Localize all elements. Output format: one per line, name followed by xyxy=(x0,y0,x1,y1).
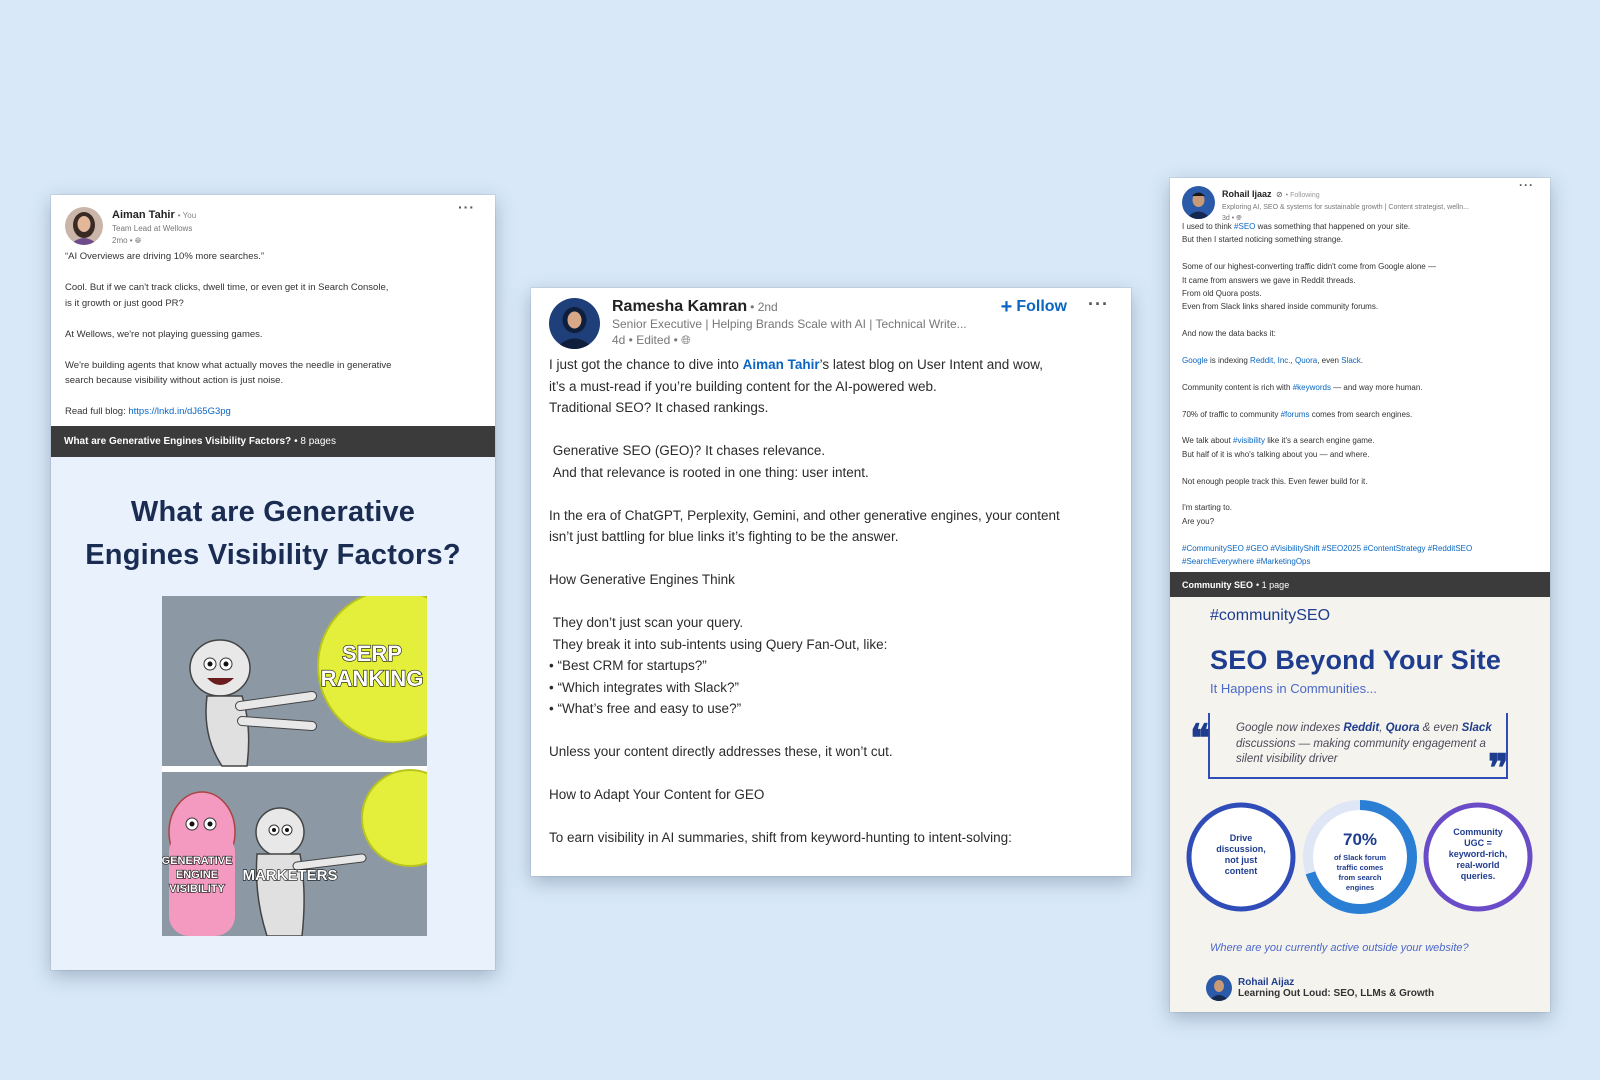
linkedin-post-card-ramesha xyxy=(531,288,1131,876)
infographic-author-tagline: Learning Out Loud: SEO, LLMs & Growth xyxy=(1238,988,1435,1000)
post-paragraph: Some of our highest-converting traffic didn't come from Google alone — It came from answers we gave in Reddit threads. From old Quora posts. Even from Slack links shared inside community forums. xyxy=(1182,262,1436,312)
post-header xyxy=(531,288,1131,354)
hashtag-link[interactable]: #visibility xyxy=(1233,436,1266,446)
meme-label: ENGINE xyxy=(175,868,219,881)
post-paragraph: How to Adapt Your Content for GEO xyxy=(549,787,765,802)
infographic-tag: #communitySEO xyxy=(1210,607,1331,625)
document-preview[interactable] xyxy=(1170,597,1550,1012)
author-headline: Team Lead at Wellows xyxy=(112,224,193,233)
stat-percent: 70% xyxy=(1342,830,1378,850)
meme-label: RANKING xyxy=(320,665,424,691)
text-run: . xyxy=(1360,356,1364,366)
post-body xyxy=(531,354,1131,849)
mention-link[interactable]: Google xyxy=(1182,356,1208,366)
stat-text: queries. xyxy=(1460,871,1496,882)
meme-image xyxy=(162,596,427,936)
text-run: Google now indexes xyxy=(1236,722,1344,735)
post-header xyxy=(1170,178,1550,222)
author-headline: Senior Executive | Helping Brands Scale with AI | Technical Write... xyxy=(612,317,967,331)
post-paragraph: To earn visibility in AI summaries, shift from keyword-hunting to intent-solving: xyxy=(549,830,1012,845)
hashtag-link[interactable]: #forums xyxy=(1280,409,1310,419)
stat-text: engines xyxy=(1345,883,1375,893)
following-status: • Following xyxy=(1285,192,1320,199)
document-heading: What are Generative Engines Visibility Factors? xyxy=(85,495,461,571)
post-body xyxy=(51,245,495,420)
mention-link[interactable]: Aiman Tahir xyxy=(742,357,820,372)
infographic-subtitle: It Happens in Communities... xyxy=(1210,681,1377,697)
text-run: Reddit xyxy=(1343,722,1380,735)
hashtag-link[interactable]: #keywords xyxy=(1292,382,1331,392)
text-run: , even xyxy=(1317,356,1342,366)
document-title: What are Generative Engines Visibility Factors? xyxy=(64,435,292,447)
blog-link[interactable]: https://lnkd.in/dJ65G3pg xyxy=(128,406,231,417)
hashtag-list[interactable]: #CommunitySEO #GEO #VisibilityShift #SEO2025 #ContentStrategy #RedditSEO #SearchEverywhere #MarketingOps xyxy=(1182,543,1473,567)
post-paragraph xyxy=(1182,220,1538,247)
text-run: , xyxy=(1290,356,1295,366)
infographic-title: SEO Beyond Your Site xyxy=(1210,645,1502,676)
post-paragraph: Generative SEO (GEO)? It chases relevance. And that relevance is rooted in one thing: user intent. xyxy=(552,443,869,480)
connection-degree: • 2nd xyxy=(750,300,778,314)
document-pages: • 8 pages xyxy=(294,435,336,447)
text-run: 70% of traffic to community xyxy=(1182,409,1281,419)
linkedin-post-card-rohail xyxy=(1170,178,1550,1012)
profile-avatar[interactable] xyxy=(1182,186,1215,219)
post-paragraph: I'm starting to. Are you? xyxy=(1182,503,1232,526)
text-run: We talk about xyxy=(1182,436,1233,446)
infographic-author-name: Rohail Aijaz xyxy=(1238,977,1295,989)
stat-text: UGC = xyxy=(1464,838,1492,849)
plus-icon: + xyxy=(1000,296,1013,318)
infographic-author xyxy=(1206,975,1434,1001)
follow-button[interactable] xyxy=(1001,296,1067,319)
text-run: was something that happened on your site. But then I started noticing something strange. xyxy=(1182,222,1411,245)
post-paragraph: Not enough people track this. Even fewer build for it. xyxy=(1182,476,1368,486)
hashtag-link[interactable]: #SEO xyxy=(1234,222,1256,231)
post-paragraph xyxy=(1182,327,1538,421)
post-body xyxy=(1170,218,1550,568)
meme-label: GENERATIVE xyxy=(162,854,233,867)
you-badge: • You xyxy=(177,211,197,220)
meme-label: SERP xyxy=(342,640,402,666)
mention-link[interactable]: Reddit, Inc. xyxy=(1250,356,1291,366)
quote-text xyxy=(1236,721,1511,768)
stat-circles xyxy=(1184,797,1536,917)
intro-text: I just got the chance to dive into xyxy=(549,357,743,372)
document-title-bar[interactable] xyxy=(51,426,495,457)
stat-text: Drive xyxy=(1229,833,1253,844)
more-options-button[interactable]: ··· xyxy=(458,199,475,215)
globe-icon: 🌐︎ xyxy=(134,236,142,245)
stat-text: not just xyxy=(1224,855,1258,866)
text-run: is indexing xyxy=(1207,356,1251,366)
post-paragraph: Cool. But if we can't track clicks, dwell time, or even get it in Search Console, is it growth or just good PR? xyxy=(65,282,389,309)
author-name[interactable]: Ramesha Kamran xyxy=(612,298,748,315)
text-run: I used to think xyxy=(1182,222,1235,231)
stat-text: traffic comes xyxy=(1336,863,1384,873)
stat-text: of Slack forum xyxy=(1333,853,1387,863)
stat-text: content xyxy=(1224,866,1258,877)
author-name[interactable]: Aiman Tahir xyxy=(112,209,175,221)
stat-text: keyword-rich, xyxy=(1448,849,1508,860)
stat-text: from search xyxy=(1338,873,1382,883)
mention-link[interactable]: Quora xyxy=(1294,356,1318,366)
verified-icon: ⊘ xyxy=(1275,190,1283,199)
read-blog-label: Read full blog: xyxy=(65,406,126,417)
text-run: Slack xyxy=(1461,722,1492,735)
more-options-button[interactable]: ··· xyxy=(1088,294,1109,314)
post-paragraph: We're building agents that know what actually moves the needle in generative search because visibility without action is just noise. xyxy=(65,359,392,386)
stat-text: discussion, xyxy=(1216,844,1266,855)
text-run: Community content is rich with xyxy=(1182,382,1293,392)
post-time: 4d • Edited • xyxy=(612,333,678,347)
text-run: comes from search engines. xyxy=(1309,409,1413,419)
post-paragraph: Unless your content directly addresses these, it won’t cut. xyxy=(549,744,893,759)
document-title-bar[interactable] xyxy=(1170,572,1550,597)
quote-open-icon: ❝ xyxy=(1190,715,1211,761)
text-run: & even xyxy=(1419,722,1462,735)
post-paragraph xyxy=(549,354,1113,419)
meme-label: MARKETERS xyxy=(242,866,338,884)
mention-link[interactable]: Slack xyxy=(1341,356,1361,366)
post-paragraph: “AI Overviews are driving 10% more searches.” xyxy=(65,251,265,262)
more-options-button[interactable]: ··· xyxy=(1519,178,1534,192)
document-preview[interactable] xyxy=(51,457,495,971)
document-pages: • 1 page xyxy=(1256,579,1290,590)
text-run: And now the data backs it: xyxy=(1182,329,1276,339)
document-title: Community SEO xyxy=(1182,579,1254,590)
follow-label: Follow xyxy=(1016,298,1067,315)
text-run: like it's a search engine game. But half of it is who's talking about you — and where. xyxy=(1182,436,1375,459)
text-run: — and way more human. xyxy=(1330,382,1423,392)
author-name[interactable]: Rohail Ijaaz xyxy=(1222,189,1272,199)
author-headline: Exploring AI, SEO & systems for sustainable growth | Content strategist, welln... xyxy=(1222,204,1469,211)
author-avatar xyxy=(1206,975,1232,1001)
post-paragraph: At Wellows, we're not playing guessing games. xyxy=(65,328,263,340)
intro-text: ’s latest blog on User Intent and wow, it’s a must-read if you’re building content for the AI-powered web. Traditional SEO? It chased rankings. xyxy=(549,357,1044,415)
post-paragraph: They don’t just scan your query. They break it into sub-intents using Query Fan-Out, like: • “Best CRM for startups?” • “Which integrates with Slack?” • “What’s free and easy to use?” xyxy=(549,615,888,716)
post-time: 3d • xyxy=(1222,215,1235,222)
post-header xyxy=(51,195,495,245)
post-paragraph: In the era of ChatGPT, Perplexity, Gemini, and other generative engines, your content isn’t just battling for blue links it’s fighting to be the answer. xyxy=(549,507,1060,544)
read-blog-line xyxy=(65,404,481,420)
post-paragraph: How Generative Engines Think xyxy=(549,572,735,587)
post-time: 2mo • xyxy=(112,236,133,245)
profile-avatar[interactable] xyxy=(549,298,600,349)
quote-close-icon: ❞ xyxy=(1488,745,1509,791)
linkedin-post-card-aiman xyxy=(51,195,495,970)
text-run: Quora xyxy=(1385,722,1420,735)
globe-icon: 🌐︎ xyxy=(1236,215,1242,222)
profile-avatar[interactable] xyxy=(65,207,103,245)
infographic-question: Where are you currently active outside your website? xyxy=(1210,942,1469,955)
meme-label: VISIBILITY xyxy=(169,882,225,895)
text-run: , xyxy=(1379,722,1386,735)
stat-text: real-world xyxy=(1456,860,1500,871)
globe-icon: 🌐︎ xyxy=(681,333,691,347)
text-run: discussions — making community engagement a silent visibility driver xyxy=(1236,737,1486,766)
stat-text: Community xyxy=(1453,827,1503,838)
post-paragraph xyxy=(1182,434,1538,461)
